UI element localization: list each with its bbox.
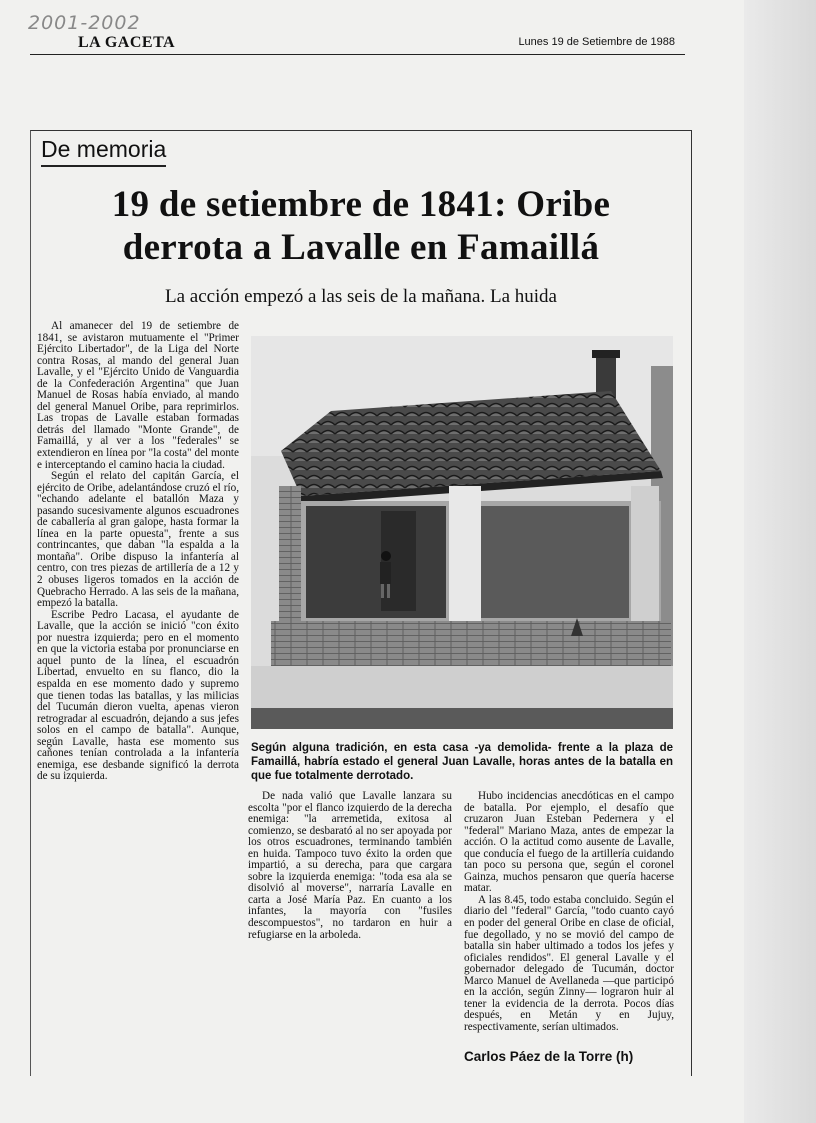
handwritten-annotation: 2001-2002 [28, 12, 141, 34]
paragraph: De nada valió que Lavalle lanzara su escolta "por el flanco izquierdo de la derecha enemiga: "la arremetida, exitosa al comienzo, se desbarató al no ser apoyada por los otros escuadrones, terminando también en huida. Tampoco tuvo éxito la orden que impartió, a su derecha, para que cargara sobre la izquierda enemiga: "toda esa ala se disolvió al moverse", narraría Lavalle en carta a José María Paz. En cuanto a los infantes, la mayoría con "fusiles descompuestos", no tardaron en huir a refugiarse en la arboleda. [248, 790, 452, 941]
house-photo [251, 336, 673, 729]
headline-line: 19 de setiembre de 1841: Oribe [111, 184, 611, 225]
paragraph: Hubo incidencias anecdóticas en el campo de batalla. Por ejemplo, el desafío que cruzaron Juan Esteban Pedernera y el "federal" Mariano Maza, antes de empezar la acción. O la actitud como ausente de Lavalle, que conducía el fuego de la artillería cuidando tan poco su persona que, según el coronel Gainza, muchos pensaron que quería hacerse matar. [464, 790, 674, 895]
section-label: De memoria [41, 136, 166, 167]
text-column-1 [37, 321, 239, 783]
author-byline: Carlos Páez de la Torre (h) [464, 1049, 634, 1064]
headline [31, 183, 691, 269]
photo-caption: Según alguna tradición, en esta casa -ya demolida- frente a la plaza de Famaillá, habría estado el general Juan Lavalle, horas antes de la batalla en que fue totalmente derrotado. [251, 742, 673, 782]
text-column-3 [464, 791, 674, 1033]
paragraph: Al amanecer del 19 de setiembre de 1841, se avistaron mutuamente el "Primer Ejército Libertador", de la Liga del Norte contra Rosas, al mando del general Juan Lavalle, y el "Ejército Unido de Vanguardia de la Confederación Argentina" que Juan Manuel de Rosas había enviado, al mando del general Manuel Oribe, para reprimirlos. Las tropas de Lavalle estaban formadas detrás del llamado "Monte Grande", de Famaillá, y al ver a los "federales" se extendieron en línea por "la costa" del monte e interceptando el camino hacia la ciudad. [37, 320, 239, 471]
paragraph: A las 8.45, todo estaba concluido. Según el diario del "federal" García, "todo cuanto cayó en poder del general Oribe en clase de oficial, fue degollado, y no se movió del campo de batalla sin haber ultimado a todos los jefes y oficiales rendidos". El general Lavalle y el gobernador delegado de Tucumán, doctor Marco Manuel de Avellaneda —que participó en la acción, según Zinny— lograron huir al tener la evidencia de la derrota. Pocos días después, en Metán y en Jujuy, respectivamente, serían ultimados. [464, 893, 674, 1033]
text-column-2 [248, 791, 452, 941]
subheadline: La acción empezó a las seis de la mañana. La huida [165, 286, 557, 307]
paragraph: Según el relato del capitán García, el ejército de Oribe, adelantándose cruzó el río, "echando adelante el batallón Maza y pasando sucesivamente algunos escuadrones de caballería al gran galope, hasta formar la línea en la parte opuesta", frente a sus contrincantes, que daban "la espalda a la montaña". Oribe dispuso la infantería al centro, con tres piezas de artillería de a 12 y 2 obuses ligeros tomados en la acción de Quebracho Herrado. A las seis de la mañana, empezó la batalla. [37, 470, 239, 610]
newspaper-name: LA GACETA [78, 34, 176, 51]
headline-line: derrota a Lavalle en Famaillá [122, 227, 600, 268]
paragraph: Escribe Pedro Lacasa, el ayudante de Lavalle, que la acción se inició "con éxito por nuestra izquierda; pero en el momento en que la victoria estaba por pronunciarse en aquel punto de la línea, el escuadrón Libertad, envuelto en su flanco, dio la espalda en ese momento dado y supremo que tienen todas las batallas, y las milicias del Tucumán dieron vuelta, apenas vieron retrogradar al escuadrón, dejando a sus jefes solos en el campo de batalla". Aunque, según Lavalle, hasta ese momento sus cañones tenían controlada a la infantería enemiga, ese desbande significó la derrota de su izquierda. [37, 608, 239, 783]
newspaper-masthead [30, 34, 685, 55]
issue-date: Lunes 19 de Setiembre de 1988 [518, 36, 675, 48]
scan-edge-shadow [744, 0, 816, 1123]
article-clipping [30, 130, 692, 1076]
